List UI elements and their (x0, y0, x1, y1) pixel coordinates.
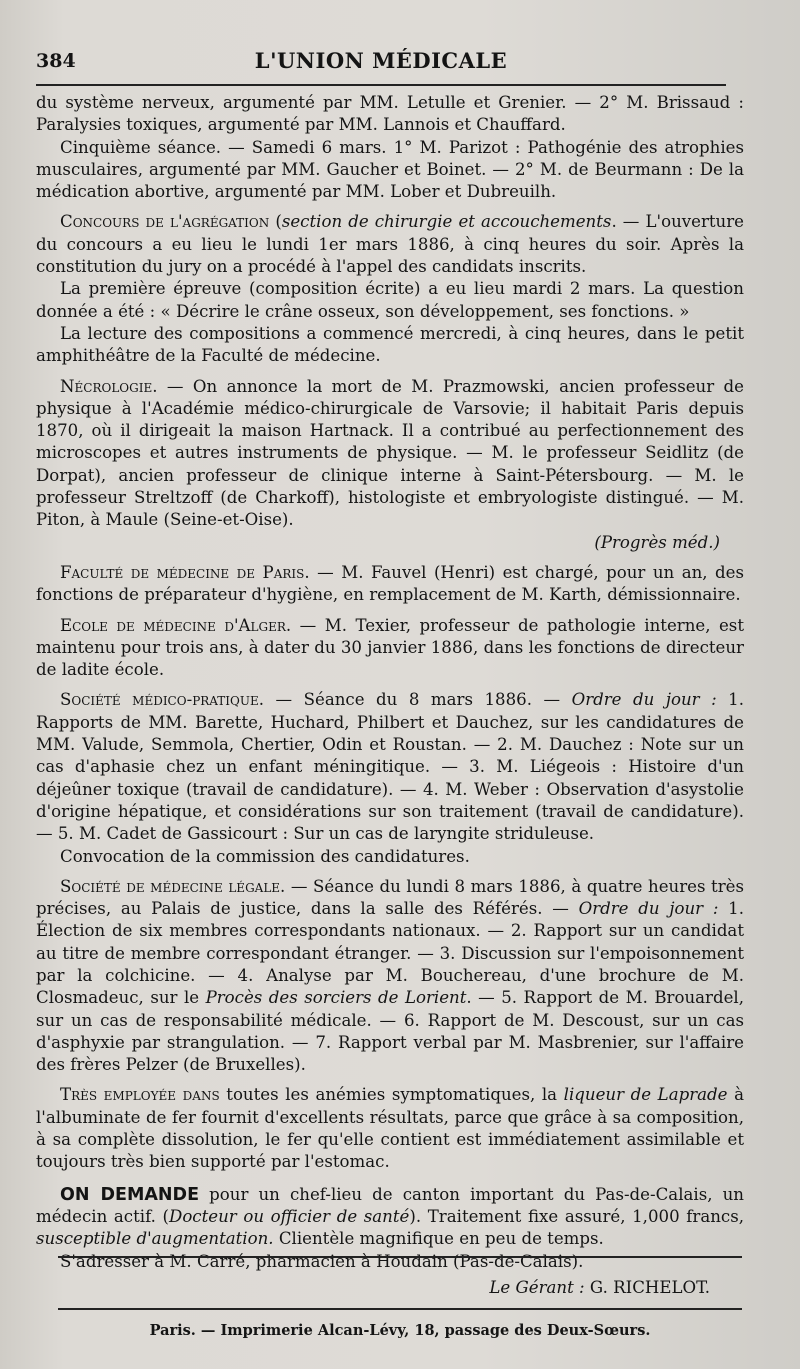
paragraph-concours-agregation: Concours de l'agrégation (section de chirurgie et accouchements. — L'ouverture du concours a eu lieu le lundi 1er mars 1886, à cinq heures du soir. Après la constitution du jury on a procédé à l'appel des candidats inscrits. (36, 212, 744, 277)
page-number: 384 (36, 50, 76, 72)
paragraph-ecole-alger (36, 615, 744, 682)
journal-title: L'UNION MÉDICALE (254, 48, 508, 73)
paragraph-necrologie (36, 376, 744, 532)
paragraph-text: — On annonce la mort de M. Prazmowski, ancien professeur de physique à l'Académie médico-chirurgicale de Varsovie; il habitait Paris depuis 1870, où il dirigeait la maison Hartnack. Il a contribué au perfectionnement des microscopes et autres instruments de physique. — M. le professeur Seidlitz (de Dorpat), ancien professeur de clinique interne à Saint-Pétersbourg. — M. le professeur Streltzoff (de Charkoff), histologiste et embryologiste distingué. — M. Piton, à Maule (Seine-et-Oise). (36, 376, 744, 530)
footer-rule-top (58, 1256, 742, 1258)
role-description: Docteur ou officier de santé (169, 1206, 410, 1226)
paragraph-paralysies: du système nerveux, argumenté par MM. Letulle et Grenier. — 2° M. Brissaud : Paralysies toxiques, argumenté par MM. Lannois et Chauffard. (36, 93, 744, 135)
paragraph-text: à l'albuminate de fer fournit d'excellents résultats, parce que grâce à sa composition, à sa complète dissolution, le fer qu'elle contient est immédiatement assimilable et toujours très bien supporté par l'estomac. (36, 1085, 744, 1172)
paragraph-faculte-paris (36, 562, 744, 607)
source-citation: (Progrès méd.) (594, 532, 720, 552)
paragraph-text: . — 5. Rapport de M. Brouardel, sur un cas de responsabilité médicale. — 6. Rapport de M. Descoust, sur un cas d'asphyxie par strangulation. — 7. Rapport verbal par M. Masbrenier, sur l'affaire des frères Pelzer (de Bruxelles). (36, 988, 744, 1075)
paragraph-convocation: Convocation de la commission des candidatures. (60, 846, 470, 866)
notice-heading: ON DEMANDE (60, 1184, 200, 1205)
paragraph-text: ). Traitement fixe assuré, 1,000 francs, (409, 1206, 744, 1226)
gerant-label: Le Gérant : (489, 1278, 585, 1297)
paragraph-text: — M. Texier, professeur de pathologie interne, est maintenu pour trois ans, à dater du 30 janvier 1886, dans les fonctions de directeur de ladite école. (36, 615, 744, 680)
paragraph-lecture-compositions: La lecture des compositions a commencé mercredi, à cinq heures, dans le petit amphithéâtre de la Faculté de médecine. (36, 323, 744, 366)
paragraph-text: 1. Élection de six membres correspondants nationaux. — 2. Rapport sur un candidat au titre de membre correspondant étranger. — 3. Discussion sur l'empoisonnement par la colchicine. — 4. Analyse par M. Bouchereau, d'une brochure de M. Closmadeuc, sur le (36, 899, 745, 1008)
section-heading: Nécrologie. (60, 376, 158, 396)
book-title: Procès des sorciers de Lorient (205, 988, 467, 1008)
ordre-du-jour: Ordre du jour : (578, 899, 719, 919)
printer-imprint: Paris. — Imprimerie Alcan-Lévy, 18, passage des Deux-Sœurs. (149, 1322, 651, 1339)
page-header (36, 46, 726, 76)
paragraph-text: Clientèle magnifique en peu de temps. (273, 1229, 604, 1249)
notice-contact: S'adresser à M. Carré, pharmacien à Houdain (Pas-de-Calais). (60, 1251, 584, 1271)
product-name: liqueur de Laprade (563, 1085, 728, 1105)
advertisement-laprade (36, 1084, 744, 1173)
article-body (36, 92, 744, 1273)
section-heading: Ecole de médecine d'Alger. (60, 615, 292, 635)
section-heading: Société de médecine légale. (60, 876, 286, 896)
paragraph-societe-medecine-legale (36, 876, 744, 1077)
paragraph-text: 1. Rapports de MM. Barette, Huchard, Philbert et Dauchez, sur les candidatures de MM. Valude, Semmola, Chertier, Odin et Roustan. — 2. M. Dauchez : Note sur un cas d'aphasie chez un enfant méningitique. — 3. M. Liégeois : Histoire d'un déjeûner toxique (travail de candidature). — 4. M. Weber : Observation d'asystolie d'origine hépatique, et considérations sur son traitement (travail de candidature). — 5. M. Cadet de Gassicourt : Sur un cas de laryngite striduleuse. (36, 690, 745, 844)
section-heading: Faculté de médecine de Paris. (60, 562, 310, 582)
paragraph-text: — Séance du lundi 8 mars 1886, à quatre heures très précises, au Palais de justice, dans la salle des Référés. — (36, 876, 744, 919)
section-heading: Société médico-pratique. (60, 690, 265, 710)
header-rule (36, 84, 726, 86)
paragraph-text: toutes les anémies symptomatiques, la (219, 1085, 564, 1105)
paragraph-text: — M. Fauvel (Henri) est chargé, pour un an, des fonctions de préparateur d'hygiène, en remplacement de M. Karth, démissionnaire. (36, 562, 745, 605)
paragraph-text: — Séance du 8 mars 1886. — (264, 690, 572, 710)
gerant-line (0, 1278, 710, 1297)
paragraph-premiere-epreuve: La première épreuve (composition écrite) a eu lieu mardi 2 mars. La question donnée a été : « Décrire le crâne osseux, son développement, ses fonctions. » (36, 279, 744, 321)
notice-on-demande (36, 1184, 744, 1251)
gerant-name: G. RICHELOT. (584, 1278, 710, 1297)
paragraph-text: pour un chef-lieu de canton important du Pas-de-Calais, un médecin actif. ( (36, 1184, 744, 1226)
ordre-du-jour: Ordre du jour : (571, 690, 717, 710)
paragraph-text: . — L'ouverture du concours a eu lieu le lundi 1er mars 1886, à cinq heures du soir. Après la constitution du jury on a procédé à l'appel des candidats inscrits. (36, 212, 744, 277)
section-heading: Concours de l'agrégation (60, 212, 270, 232)
paragraph-societe-medico-pratique (36, 689, 744, 845)
augmentation-note: susceptible d'augmentation. (36, 1229, 274, 1249)
footer-rule-bottom (58, 1308, 742, 1310)
paragraph-cinquieme-seance: Cinquième séance. — Samedi 6 mars. 1° M. Parizot : Pathogénie des atrophies musculaires, argumenté par MM. Gaucher et Boinet. — 2° M. de Beurmann : De la médication abortive, argumenté par MM. Lober et Dubreuilh. (36, 137, 744, 202)
section-subtitle: section de chirurgie et accouchements (281, 212, 612, 232)
ad-heading: Très employée dans (60, 1085, 220, 1105)
